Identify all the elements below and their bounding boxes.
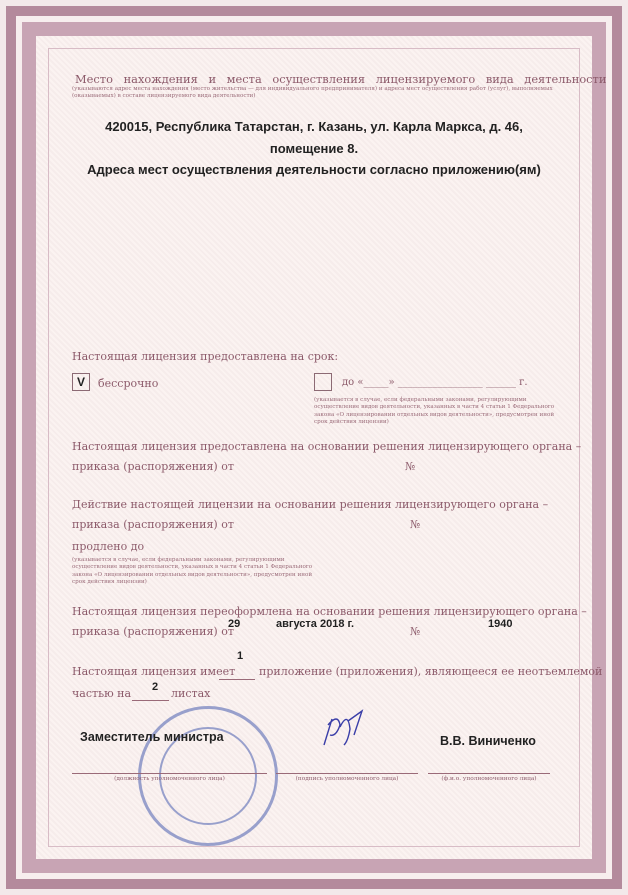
appendix-sheets-underline xyxy=(132,700,169,701)
appendix-count-underline xyxy=(219,679,255,680)
extended-until-label: продлено до xyxy=(72,540,145,553)
extended-note: (указывается в случае, если федеральными законами, регулирующими осуществление видов деятельности, указанных в части 4 статьи 1 Федерального закона «О лицензировании отдельных видов деятельности», предусмотрен иной срок действия лицензии) xyxy=(72,557,313,585)
handwritten-signature xyxy=(318,705,368,753)
reissued-line1: Настоящая лицензия переоформлена на основании решения лицензирующего органа – xyxy=(72,605,587,618)
reissued-number-label: № xyxy=(410,625,421,638)
appendix-line1a: Настоящая лицензия имеет xyxy=(72,665,236,678)
name-line xyxy=(428,773,550,774)
granted-line2: приказа (распоряжения) от xyxy=(72,460,234,473)
until-label: до «_____» _________________ ______ г. xyxy=(342,377,528,388)
extended-number-label: № xyxy=(410,518,421,531)
appendix-line2a: частью на xyxy=(72,687,132,700)
until-checkbox[interactable] xyxy=(314,373,332,391)
signature-line xyxy=(276,773,418,774)
signature-caption: (подпись уполномоченного лица) xyxy=(295,776,399,782)
reissued-month-year: августа 2018 г. xyxy=(276,618,355,630)
name-caption: (ф.и.о. уполномоченного лица) xyxy=(441,776,537,782)
extended-line2: приказа (распоряжения) от xyxy=(72,518,234,531)
extended-line1: Действие настоящей лицензии на основании решения лицензирующего органа – xyxy=(72,498,549,511)
indefinite-label: бессрочно xyxy=(98,377,159,390)
location-note: (указываются адрес места нахождения (место жительства — для индивидуального предпринимателя) и адреса мест осуществления работ (услуг), выполняемых (оказываемых) в составе лицензируемого вида деятельности) xyxy=(72,86,553,100)
appendix-line1b: приложение (приложения), являющееся ее неотъемлемой xyxy=(259,665,603,678)
signatory-name: В.В. Виниченко xyxy=(440,734,536,748)
term-heading: Настоящая лицензия предоставлена на срок: xyxy=(72,350,339,363)
address-line1: 420015, Республика Татарстан, г. Казань, ул. Карла Маркса, д. 46, xyxy=(105,119,523,134)
signatory-position: Заместитель министра xyxy=(80,730,224,744)
reissued-line2: приказа (распоряжения) от xyxy=(72,625,234,638)
granted-number-label: № xyxy=(405,460,416,473)
position-caption: (должность уполномоченного лица) xyxy=(114,776,225,782)
indefinite-checkbox[interactable]: V xyxy=(72,373,90,391)
appendix-line2b: листах xyxy=(171,687,211,700)
appendix-sheets: 2 xyxy=(152,681,159,693)
reissued-day: 29 xyxy=(228,618,241,630)
until-note: (указывается в случае, если федеральными законами, регулирующими осуществление видов деятельности, указанных в части 4 статьи 1 Федерального закона «О лицензировании отдельных видов деятельности», предусмотрен иной срок действия лицензии) xyxy=(314,397,555,425)
location-heading: Место нахождения и места осуществления лицензируемого вида деятельности xyxy=(75,72,607,86)
appendix-count: 1 xyxy=(237,650,244,662)
position-line xyxy=(72,773,267,774)
address-line2: помещение 8. xyxy=(269,141,359,156)
reissued-number: 1940 xyxy=(488,618,513,630)
granted-line1: Настоящая лицензия предоставлена на основании решения лицензирующего органа – xyxy=(72,440,582,453)
address-line3: Адреса мест осуществления деятельности согласно приложению(ям) xyxy=(87,162,541,177)
